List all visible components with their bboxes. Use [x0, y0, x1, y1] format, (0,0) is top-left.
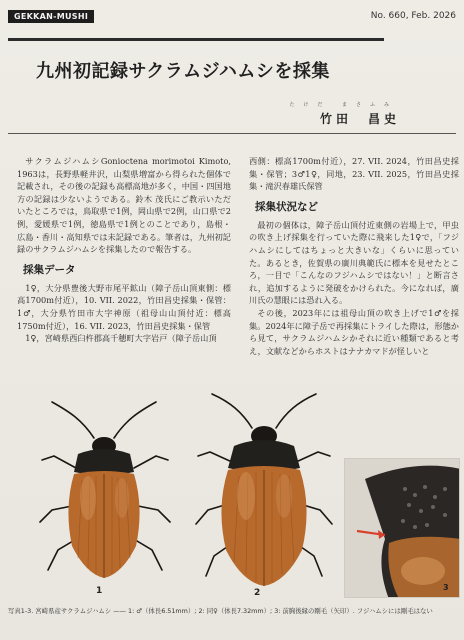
issue-number: No. 660, Feb. 2026	[370, 11, 456, 21]
author-name: 竹田 昌史	[319, 112, 400, 126]
title-rule	[8, 133, 456, 134]
data-heading: 採集データ	[23, 263, 76, 276]
data-continued: 西側：標高1700m付近），27. VII. 2024，竹田昌史採集・保管；3♂1♀，同地，23. VII. 2025，竹田昌史採集・滝沢春雄氏保管	[249, 156, 459, 192]
data-entry: 1♀，宮崎県西臼杵郡高千穂町大字岩戸（障子岳山頂	[25, 333, 217, 344]
photo-label-1: 1	[96, 586, 103, 596]
figure-caption: 写真1-3. 宮崎県産サクラムジハムシ —— 1: ♂（体長6.51mm）; 2: 同♀（体長7.32mm）; 3: 前胸後縁の剛毛（矢印）. フジハムシには剛毛はない	[8, 607, 433, 615]
left-column	[17, 155, 231, 345]
article-title: 九州初記録サクラムジハムシを採集	[36, 61, 330, 82]
situation-paragraph: 最初の個体は，障子岳山頂付近東側の岩場上で，甲虫の吹き上げ採集を行っていた際に飛来した1♀で，「フジハムシにしてはちょっと大きいな」くらいに思っていた。あるとき，佐賀県の廣川典範氏に標本を見せたところ，一目で「こんなのフジハムシではない！」と断言され，追加するように発破をかけられた。今になれば，廣川氏の慧眼には恐れ入る。	[249, 219, 459, 306]
magazine-tag: GEKKAN-MUSHI	[8, 10, 94, 23]
pronotum-closeup-photo	[344, 458, 460, 598]
header-rule	[8, 38, 384, 41]
beetle-female-photo	[184, 392, 344, 592]
situation-paragraph: その後，2023年には祖母山頂の吹き上げで1♂を採集。2024年に障子岳で再採集にトライした際は，形態から見て，サクラムジハムシかそれに近い種類であると考え，文献などからホストはナナカマドが怪しいと	[249, 307, 459, 356]
author-ruby: たけだ まさふみ	[289, 102, 398, 108]
photo-label-2: 2	[254, 588, 261, 598]
situation-heading: 採集状況など	[255, 200, 318, 213]
page-header	[8, 10, 456, 24]
right-column	[249, 155, 459, 357]
photo-label-3: 3	[443, 583, 449, 592]
intro-paragraph: サクラムジハムシGonioctena morimotoi Kimoto, 1963は，長野県軽井沢，山梨県増富から得られた個体で記載され，その後の記録も高標高地が多く，中国・四国地方の記録は少ないようである。鈴木 茂氏にご教示いただいたところでは，鳥取県で1例，岡山県で2例，山口県で2例，愛媛県で1例，徳島県で1例とのことであり，島根・広島・香川・高知県では未記録である。筆者は，九州初記録のサクラムジハムシを採集したので報告する。	[17, 156, 231, 255]
specimen-photos	[8, 392, 460, 602]
data-entry: 1♀，大分県豊後大野市尾平鉱山（障子岳山頂東側：標高1700m付近），10. VII. 2022，竹田昌史採集・保管：1♂，大分県竹田市大字神原（祖母山山頂付近：標高1750m付近），16. VII. 2023，竹田昌史採集・保管	[17, 282, 231, 331]
beetle-male-photo	[30, 398, 180, 588]
